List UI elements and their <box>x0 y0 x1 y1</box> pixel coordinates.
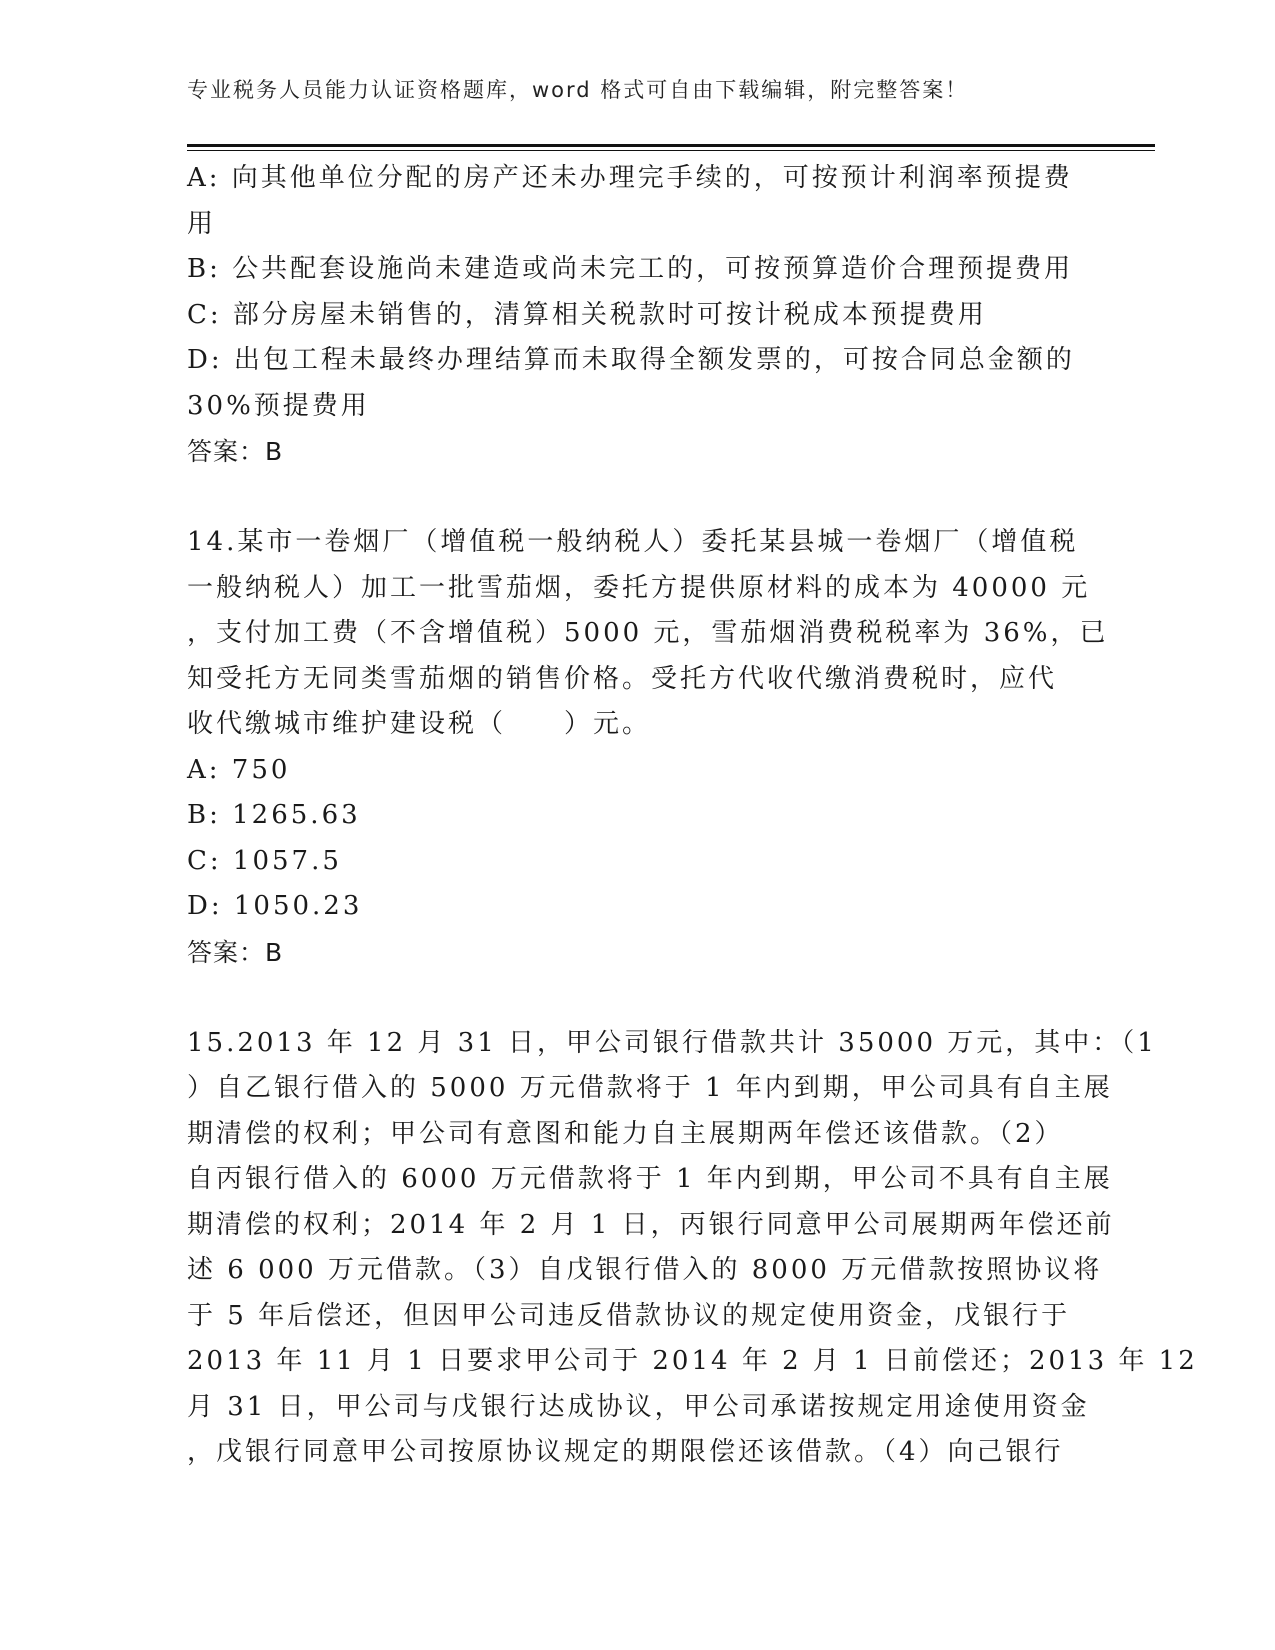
spacer <box>187 975 1087 1021</box>
q14-option-c: C: 1057.5 <box>187 845 342 876</box>
q15-stem-line: 15.2013 年 12 月 31 日，甲公司银行借款共计 35000 万元，其中：（1 <box>187 1027 1157 1058</box>
q15-stem-line: 期清偿的权利；甲公司有意图和能力自主展期两年偿还该借款。（2） <box>187 1118 1064 1149</box>
q14-stem-line: 一般纳税人）加工一批雪茄烟，委托方提供原材料的成本为 40000 元 <box>187 572 1091 603</box>
question-13-options <box>187 156 1087 475</box>
q14-stem-line: 收代缴城市维护建设税（ ）元。 <box>187 709 652 739</box>
q14-option-d: D: 1050.23 <box>187 891 363 921</box>
q15-stem-line: 自丙银行借入的 6000 万元借款将于 1 年内到期，甲公司不具有自主展 <box>187 1164 1113 1194</box>
q13-option-d-line2: 30%预提费用 <box>187 390 370 421</box>
q13-option-a-line1: A: 向其他单位分配的房产还未办理完手续的，可按预计利润率预提费 <box>187 163 1073 193</box>
q15-stem-line: 于 5 年后偿还，但因甲公司违反借款协议的规定使用资金，戊银行于 <box>187 1300 1071 1331</box>
header-rule-thick <box>187 144 1155 147</box>
header-rule-thin <box>187 150 1155 151</box>
document-body <box>187 156 1198 1476</box>
question-14 <box>187 520 1109 975</box>
q15-stem-line: 述 6 000 万元借款。（3）自戊银行借入的 8000 万元借款按照协议将 <box>187 1255 1103 1285</box>
q14-option-a: A: 750 <box>187 754 291 785</box>
q14-stem-line: 14.某市一卷烟厂（增值税一般纳税人）委托某县城一卷烟厂（增值税 <box>187 527 1079 557</box>
q14-stem-line: ，支付加工费（不含增值税）5000 元，雪茄烟消费税税率为 36%，已 <box>187 618 1109 648</box>
page-header: 专业税务人员能力认证资格题库，word 格式可自由下载编辑，附完整答案！ <box>187 78 969 102</box>
q13-option-b: B: 公共配套设施尚未建造或尚未完工的，可按预算造价合理预提费用 <box>187 254 1074 284</box>
q15-stem-line: 2013 年 11 月 1 日要求甲公司于 2014 年 2 月 1 日前偿还；2013 年 12 <box>187 1346 1198 1376</box>
q13-option-c: C: 部分房屋未销售的，清算相关税款时可按计税成本预提费用 <box>187 299 987 330</box>
q13-option-d-line1: D: 出包工程未最终办理结算而未取得全额发票的，可按合同总金额的 <box>187 345 1075 375</box>
q15-stem-line: ）自乙银行借入的 5000 万元借款将于 1 年内到期，甲公司具有自主展 <box>187 1073 1113 1103</box>
q13-option-a-line2: 用 <box>187 208 217 239</box>
question-15 <box>187 1021 1198 1476</box>
q15-stem-line: 月 31 日，甲公司与戊银行达成协议，甲公司承诺按规定用途使用资金 <box>187 1391 1090 1422</box>
q15-stem-line: ，戊银行同意甲公司按原协议规定的期限偿还该借款。（4）向己银行 <box>187 1437 1064 1467</box>
spacer <box>187 475 1087 521</box>
q13-answer: 答案：B <box>187 437 284 466</box>
q14-answer: 答案：B <box>187 937 284 967</box>
q15-stem-line: 期清偿的权利；2014 年 2 月 1 日，丙银行同意甲公司展期两年偿还前 <box>187 1209 1115 1240</box>
q14-option-b: B: 1265.63 <box>187 800 361 830</box>
q14-stem-line: 知受托方无同类雪茄烟的销售价格。受托方代收代缴消费税时，应代 <box>187 663 1058 694</box>
